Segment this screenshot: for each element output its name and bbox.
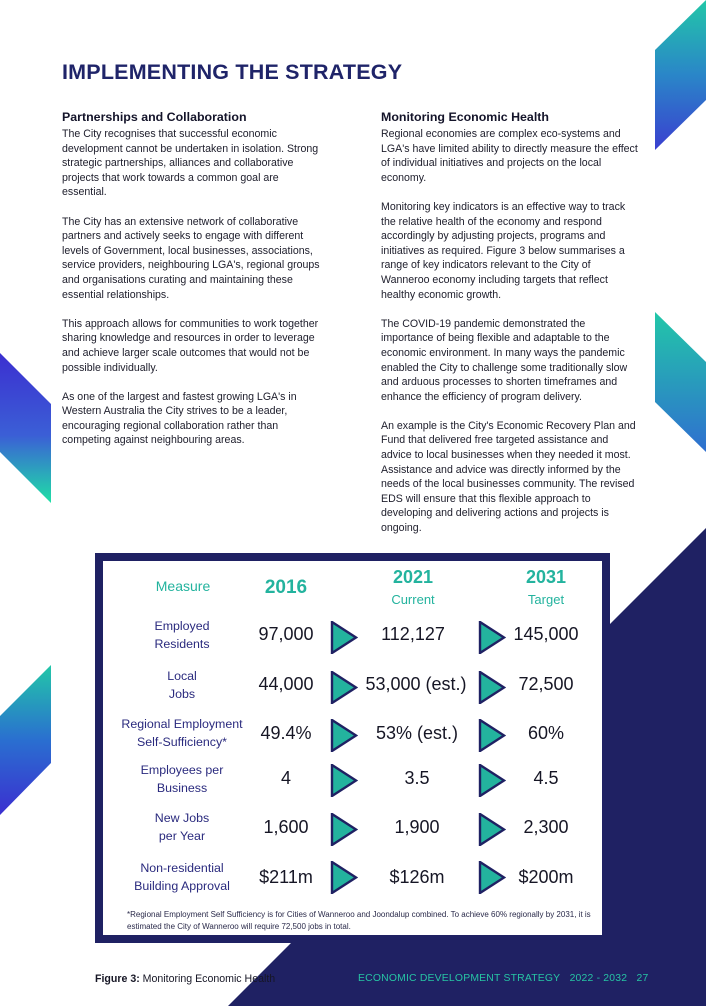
top-right-shape xyxy=(655,0,706,150)
monitoring-paragraph: Monitoring key indicators is an effective way to track the relative health of the economy and respond accordingly by adjusting projects, programs and initiatives as required. Figure 3 below summarises a range of key indicators relevant to the City of Wanneroo economy including targets that reflect healthy economic growth. xyxy=(381,200,626,301)
year-2016-header: 2016 xyxy=(264,577,308,598)
measure-label: New Jobs per Year xyxy=(154,811,210,843)
year-2021-subheader: Current xyxy=(391,592,435,607)
value-2031: 145,000 xyxy=(513,624,579,644)
arrow-icon xyxy=(330,671,358,704)
measure-header: Measure xyxy=(155,578,211,594)
year-2031-subheader: Target xyxy=(527,592,565,607)
arrow-icon xyxy=(330,764,358,797)
value-2016: 1,600 xyxy=(263,817,309,837)
monitoring-heading: Monitoring Economic Health xyxy=(381,110,549,124)
page-number: 27 xyxy=(636,973,649,984)
partnerships-paragraph: The City has an extensive network of collaborative partners and actively seeks to engage with different levels of Government, local businesses, associations, service providers, neighbouring LGA's, regional groups and organisations curating and maintaining these essential relationships. xyxy=(62,215,320,301)
measure-label: Employed Residents xyxy=(154,619,210,651)
value-2031: 2,300 xyxy=(523,817,569,837)
value-2021: 112,127 xyxy=(381,624,445,644)
figure-caption xyxy=(95,973,275,985)
value-2016: $211m xyxy=(259,867,313,887)
arrow-icon xyxy=(330,621,358,654)
value-2031: $200m xyxy=(518,867,574,887)
value-2031: 72,500 xyxy=(518,674,574,694)
page-footer xyxy=(358,973,648,984)
value-2021: 53% (est.) xyxy=(375,723,459,743)
year-2021-header: 2021 xyxy=(392,567,434,587)
page-title: IMPLEMENTING THE STRATEGY xyxy=(62,60,403,84)
value-2016: 44,000 xyxy=(258,674,314,694)
arrow-icon xyxy=(330,861,358,894)
partnerships-paragraph: The City recognises that successful economic development cannot be undertaken in isolation. Strong strategic partnerships, alliances and collaborative projects that work towards a common goal are essential. xyxy=(62,128,319,199)
value-2016: 4 xyxy=(280,768,291,788)
arrow-icon xyxy=(330,813,358,846)
measure-label: Regional Employment Self-Sufficiency* xyxy=(121,717,243,749)
footer-document-title: ECONOMIC DEVELOPMENT STRATEGY xyxy=(358,973,561,984)
measure-label: Non-residential Building Approval xyxy=(134,861,230,893)
monitoring-paragraph: Regional economies are complex eco-systems and LGA's have limited ability to directly measure the effect of individual initiatives and projects on the local economy. xyxy=(381,128,638,184)
monitoring-paragraph: The COVID-19 pandemic demonstrated the importance of being flexible and adaptable to the economic environment. In many ways the pandemic enabled the City to challenge some traditionally slow and arduous processes to shorten timeframes and enhance the efficiency of program delivery. xyxy=(381,317,628,403)
partnerships-paragraph: As one of the largest and fastest growing LGA's in Western Australia the City strives to be a leader, encouraging regional collaboration rather than competing against neighbouring areas. xyxy=(62,390,297,447)
partnerships-section xyxy=(62,110,320,463)
caption-label: Figure 3: xyxy=(95,973,140,985)
value-2031: 60% xyxy=(527,723,565,743)
monitoring-section xyxy=(381,110,639,550)
footer-years: 2022 - 2032 xyxy=(569,973,628,984)
partnerships-paragraph: This approach allows for communities to work together sharing knowledge and resources in order to leverage and achieve larger scale outcomes that would not be possible individually. xyxy=(62,317,319,374)
figure-footnote: *Regional Employment Self Sufficiency is for Cities of Wanneroo and Joondalup combined. To achieve 60% regionally by 2031, it is estimated the City of Wanneroo will require 72,500 jobs in total. xyxy=(127,910,591,931)
monitoring-paragraph: An example is the City's Economic Recovery Plan and Fund that delivered free targeted assistance and advice to local businesses when they needed it most. Assistance and advice was directly informed by the needs of the local businesses community. The revised EDS will ensure that this flexible approach to developing and delivering actions and projects is ongoing. xyxy=(381,419,636,535)
measure-label: Employees per Business xyxy=(140,763,224,795)
caption-text: Monitoring Economic Health xyxy=(139,973,276,985)
arrow-icon xyxy=(330,719,358,752)
measure-label: Local Jobs xyxy=(167,669,197,701)
value-2031: 4.5 xyxy=(533,768,559,788)
mid-right-shape xyxy=(655,312,706,452)
value-2021: 53,000 (est.) xyxy=(365,674,467,694)
value-2021: $126m xyxy=(389,867,445,887)
value-2021: 1,900 xyxy=(394,817,440,837)
mid-left-shape xyxy=(0,353,51,503)
value-2021: 3.5 xyxy=(404,768,430,788)
year-2031-header: 2031 xyxy=(525,567,567,587)
value-2016: 97,000 xyxy=(258,624,314,644)
bottom-left-shape xyxy=(0,665,51,815)
partnerships-heading: Partnerships and Collaboration xyxy=(62,110,247,124)
value-2016: 49.4% xyxy=(260,723,312,743)
